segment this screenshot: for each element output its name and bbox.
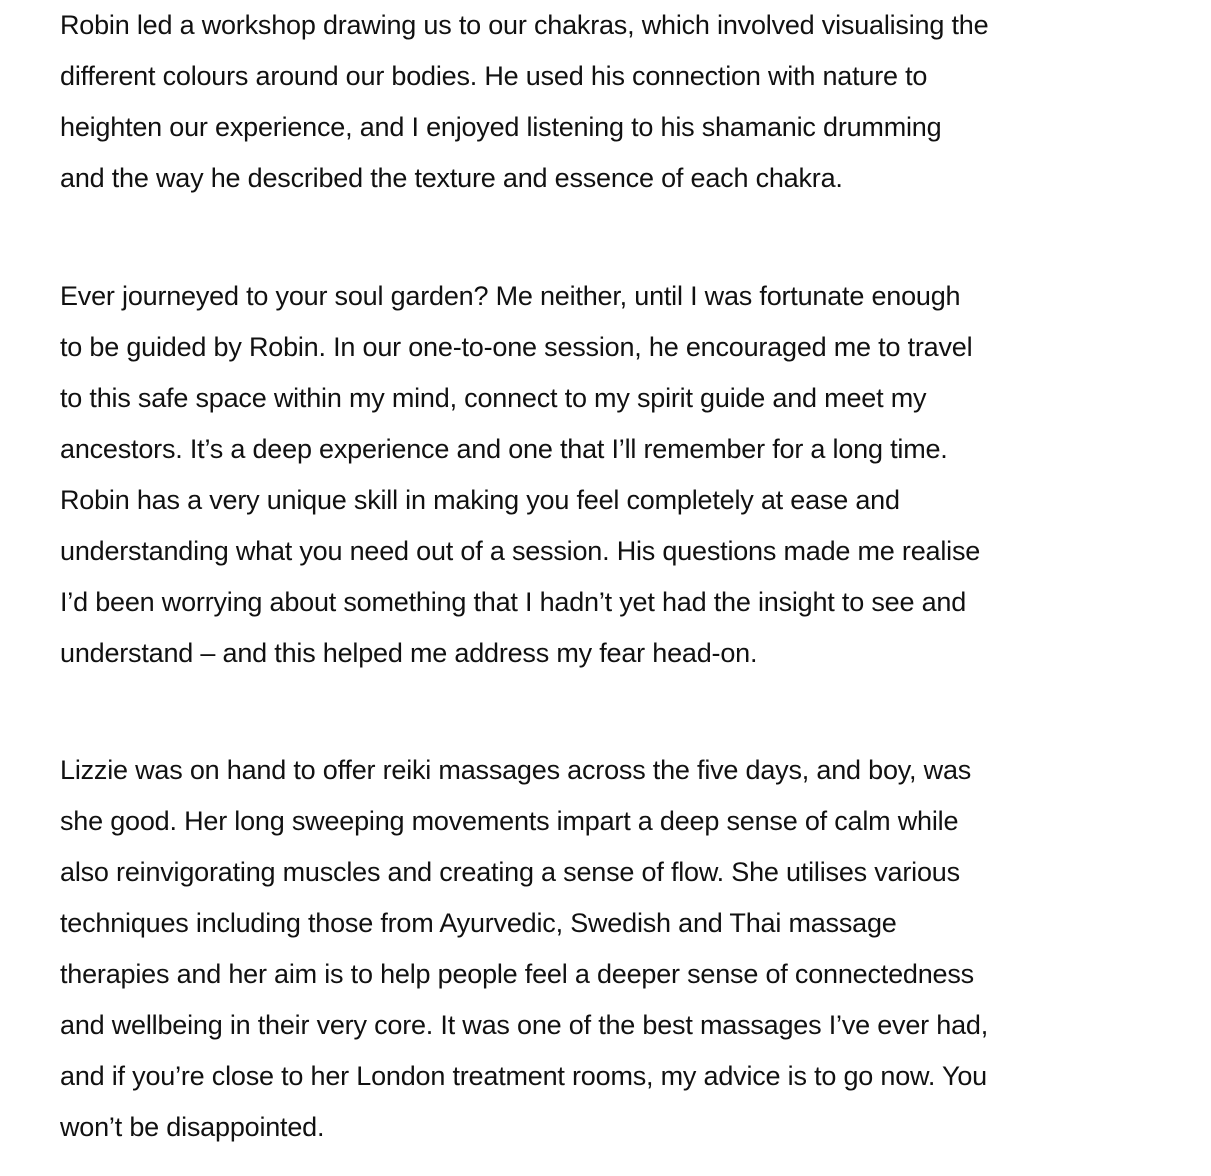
paragraph-soul-garden [60,271,980,679]
text-line: to be guided by Robin. In our one-to-one session, he encouraged me to travel [60,332,973,362]
paragraph-reiki-massage [60,745,988,1153]
text-line: ancestors. It’s a deep experience and one that I’ll remember for a long time. [60,434,948,464]
text-line: Lizzie was on hand to offer reiki massages across the five days, and boy, was [60,755,972,785]
text-line: techniques including those from Ayurvedic, Swedish and Thai massage [60,908,897,938]
text-line: to this safe space within my mind, connect to my spirit guide and meet my [60,383,927,413]
text-line: and the way he described the texture and essence of each chakra. [60,163,843,193]
text-line: different colours around our bodies. He used his connection with nature to [60,61,928,91]
text-line: Ever journeyed to your soul garden? Me neither, until I was fortunate enough [60,281,961,311]
text-line: understand – and this helped me address my fear head-on. [60,638,758,668]
text-line: and wellbeing in their very core. It was one of the best massages I’ve ever had, [60,1010,989,1040]
text-line: heighten our experience, and I enjoyed listening to his shamanic drumming [60,112,942,142]
paragraph-chakra-workshop [60,0,988,204]
text-line: she good. Her long sweeping movements impart a deep sense of calm while [60,806,959,836]
text-line: Robin led a workshop drawing us to our chakras, which involved visualising the [60,10,989,40]
text-line: Robin has a very unique skill in making you feel completely at ease and [60,485,900,515]
text-line: therapies and her aim is to help people feel a deeper sense of connectedness [60,959,974,989]
text-line: also reinvigorating muscles and creating a sense of flow. She utilises various [60,857,960,887]
text-line: and if you’re close to her London treatment rooms, my advice is to go now. You [60,1061,987,1091]
text-line: won’t be disappointed. [60,1112,325,1142]
text-line: understanding what you need out of a session. His questions made me realise [60,536,981,566]
text-line: I’d been worrying about something that I hadn’t yet had the insight to see and [60,587,967,617]
